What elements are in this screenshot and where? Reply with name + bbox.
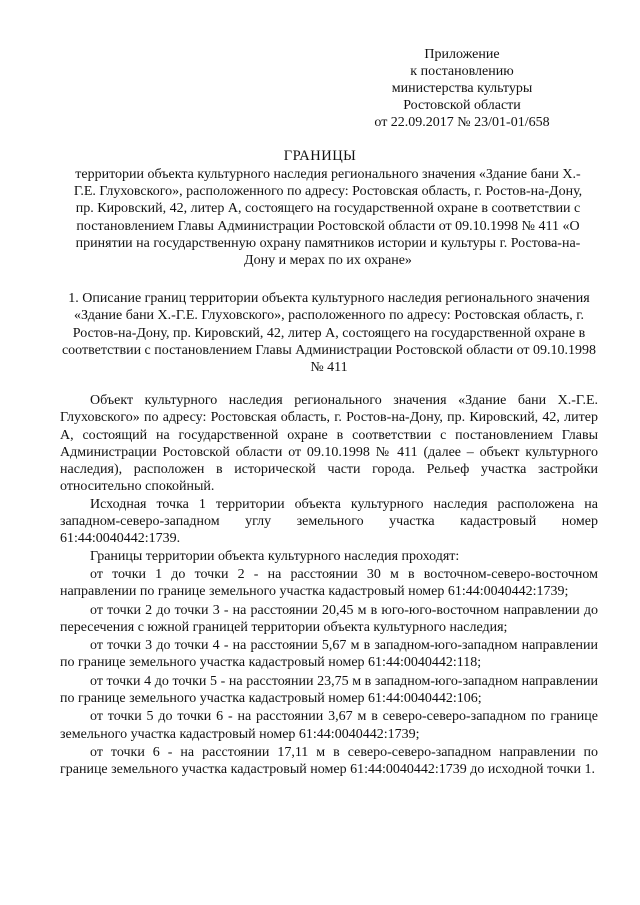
boundary-segment-6-1: от точки 6 - на расстоянии 17,11 м в северо-северо-западном направлении по границе земельного участка кадастровый номер 61:44:0040442:1739 до исходной точки 1. <box>60 744 598 778</box>
document-title: ГРАНИЦЫ <box>283 148 357 164</box>
section-heading: 1. Описание границ территории объекта культурного наследия регионального значения «Здание бани Х.-Г.Е. Глуховского», расположенного по адресу: Ростовская область, г. Ростов-на-Дону, пр. Кировский, 42, литер А, состоящего на государственной охране в соответствии с постановлением Главы Администрации Ростовской области от 09.10.1998 № 411 <box>61 291 597 376</box>
appendix-date-number: от 22.09.2017 № 23/01-01/658 <box>374 115 550 130</box>
boundary-segment-5-6: от точки 5 до точки 6 - на расстоянии 3,67 м в северо-северо-западном по границе земельного участка кадастровый номер 61:44:0040442:1739; <box>60 709 598 742</box>
document-body <box>60 392 598 779</box>
appendix-block <box>332 46 592 131</box>
paragraph-object-description: Объект культурного наследия регионального значения «Здание бани Х.-Г.Е. Глуховского» по адресу: Ростовская область, г. Ростов-на-Дону, пр. Кировский, 42, литер А, состоящий на государственной охране в соответствии с постановлением Главы Администрации Ростовской области от 09.10.1998 № 411 (далее – объект культурного наследия), расположен в исторической части города. Рельеф участка застройки относительно спокойный. <box>60 393 598 495</box>
boundary-segment-3-4: от точки 3 до точки 4 - на расстоянии 5,67 м в западном-юго-западном направлении по границе земельного участка кадастровый номер 61:44:0040442:118; <box>60 638 598 671</box>
boundary-segment-1-2: от точки 1 до точки 2 - на расстоянии 30 м в восточном-северо-восточном направлении по границе земельного участка кадастровый номер 61:44:0040442:1739; <box>60 566 598 600</box>
document-subtitle: территории объекта культурного наследия регионального значения «Здание бани Х.-Г.Е. Глуховского», расположенного по адресу: Ростовская область, г. Ростов-на-Дону, пр. Кировский, 42, литер А, состоящего на государственной охране в соответствии с постановлением Главы Администрации Ростовской области от 09.10.1998 № 411 «О принятии на государственную охрану памятников истории и культуры г. Ростова-на-Дону и мерах по их охране» <box>73 167 583 269</box>
appendix-line: министерства культуры <box>391 81 533 96</box>
paragraph-boundaries-intro: Границы территории объекта культурного наследия проходят: <box>90 548 460 564</box>
boundary-segment-4-5: от точки 4 до точки 5 - на расстоянии 23,75 м в западном-юго-западном направлении по границе земельного участка кадастровый номер 61:44:0040442:106; <box>60 673 598 707</box>
appendix-line: Приложение <box>424 47 500 62</box>
appendix-line: к постановлению <box>410 64 514 79</box>
paragraph-start-point: Исходная точка 1 территории объекта культурного наследия расположена на западном-северо-западном углу земельного участка кадастровый номер 61:44:0040442:1739. <box>60 496 598 547</box>
appendix-line: Ростовской области <box>403 98 521 113</box>
boundary-segment-2-3: от точки 2 до точки 3 - на расстоянии 20,45 м в юго-юго-восточном направлении до пересечения с южной границей территории объекта культурного наследия; <box>60 602 598 635</box>
